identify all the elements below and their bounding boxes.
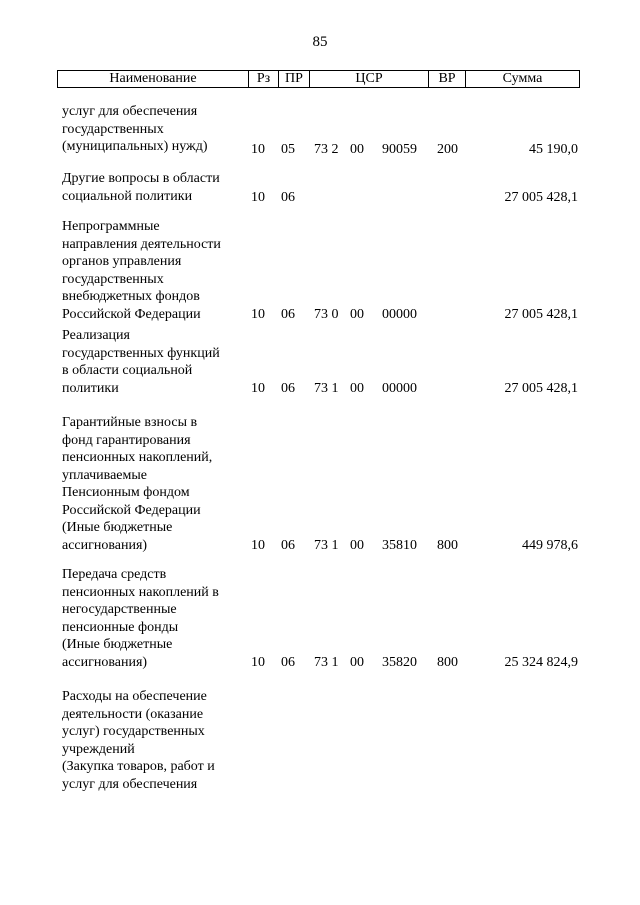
row-name: Передача средств пенсионных накоплений в негосударственные пенсионные фонды (Иные бюджетные ассигнования)	[62, 567, 219, 670]
header-sum: Сумма	[502, 71, 543, 86]
cell-rz: 10	[251, 141, 265, 157]
cell-csr-program: 73 1	[314, 380, 339, 396]
cell-sum: 45 190,0	[529, 141, 578, 157]
cell-csr-sub: 00	[350, 537, 364, 553]
cell-pr: 06	[281, 189, 295, 205]
cell-sum: 449 978,6	[522, 537, 578, 553]
header-rz: Рз	[249, 71, 279, 87]
cell-csr-program: 73 1	[314, 654, 339, 670]
cell-csr-code: 35810	[382, 537, 417, 553]
row-name: Расходы на обеспечение деятельности (оказание услуг) государственных учреждений (Закупка товаров, работ и услуг для обеспечения	[62, 689, 215, 792]
table-row	[0, 566, 640, 671]
cell-csr-code: 00000	[382, 380, 417, 396]
cell-sum: 27 005 428,1	[504, 306, 578, 322]
header-vr: ВР	[429, 71, 466, 87]
cell-rz: 10	[251, 189, 265, 205]
table-row	[0, 414, 640, 554]
cell-csr-sub: 00	[350, 380, 364, 396]
cell-pr: 06	[281, 306, 295, 322]
header-name: Наименование	[58, 71, 249, 87]
row-name: услуг для обеспечения государственных (муниципальных) нужд)	[62, 104, 208, 154]
cell-vr: 800	[437, 537, 458, 553]
page-number: 85	[312, 34, 328, 50]
cell-csr-code: 35820	[382, 654, 417, 670]
cell-csr-code: 90059	[382, 141, 417, 157]
cell-rz: 10	[251, 537, 265, 553]
row-values	[0, 141, 640, 159]
cell-csr-program: 73 2	[314, 141, 339, 157]
cell-csr-sub: 00	[350, 141, 364, 157]
table-row	[0, 688, 640, 793]
cell-sum: 27 005 428,1	[504, 380, 578, 396]
header-csr: ЦСР	[310, 71, 429, 87]
row-values	[0, 306, 640, 324]
cell-vr: 800	[437, 654, 458, 670]
cell-rz: 10	[251, 306, 265, 322]
table-row	[0, 327, 640, 397]
row-values	[0, 380, 640, 398]
table-row	[0, 170, 640, 206]
cell-csr-sub: 00	[350, 654, 364, 670]
cell-csr-program: 73 1	[314, 537, 339, 553]
row-values	[0, 189, 640, 207]
cell-csr-code: 00000	[382, 306, 417, 322]
row-name: Непрограммные направления деятельности органов управления государственных внебюджетных фондов Российской Федерации	[62, 219, 221, 322]
cell-sum: 27 005 428,1	[504, 189, 578, 205]
row-name: Гарантийные взносы в фонд гарантирования пенсионных накоплений, уплачиваемые Пенсионным фондом Российской Федерации (Иные бюджетные ассигнования)	[62, 415, 213, 553]
cell-csr-sub: 00	[350, 306, 364, 322]
row-values	[0, 654, 640, 672]
header-pr: ПР	[279, 71, 310, 87]
row-name: Другие вопросы в области социальной политики	[62, 171, 220, 204]
cell-rz: 10	[251, 654, 265, 670]
row-name: Реализация государственных функций в области социальной политики	[62, 328, 220, 396]
cell-vr: 200	[437, 141, 458, 157]
table-row	[0, 103, 640, 158]
cell-csr-program: 73 0	[314, 306, 339, 322]
row-values	[0, 537, 640, 555]
cell-pr: 05	[281, 141, 295, 157]
table-header	[57, 70, 580, 88]
table-row	[0, 218, 640, 323]
cell-pr: 06	[281, 380, 295, 396]
cell-rz: 10	[251, 380, 265, 396]
cell-pr: 06	[281, 537, 295, 553]
cell-pr: 06	[281, 654, 295, 670]
cell-sum: 25 324 824,9	[504, 654, 578, 670]
